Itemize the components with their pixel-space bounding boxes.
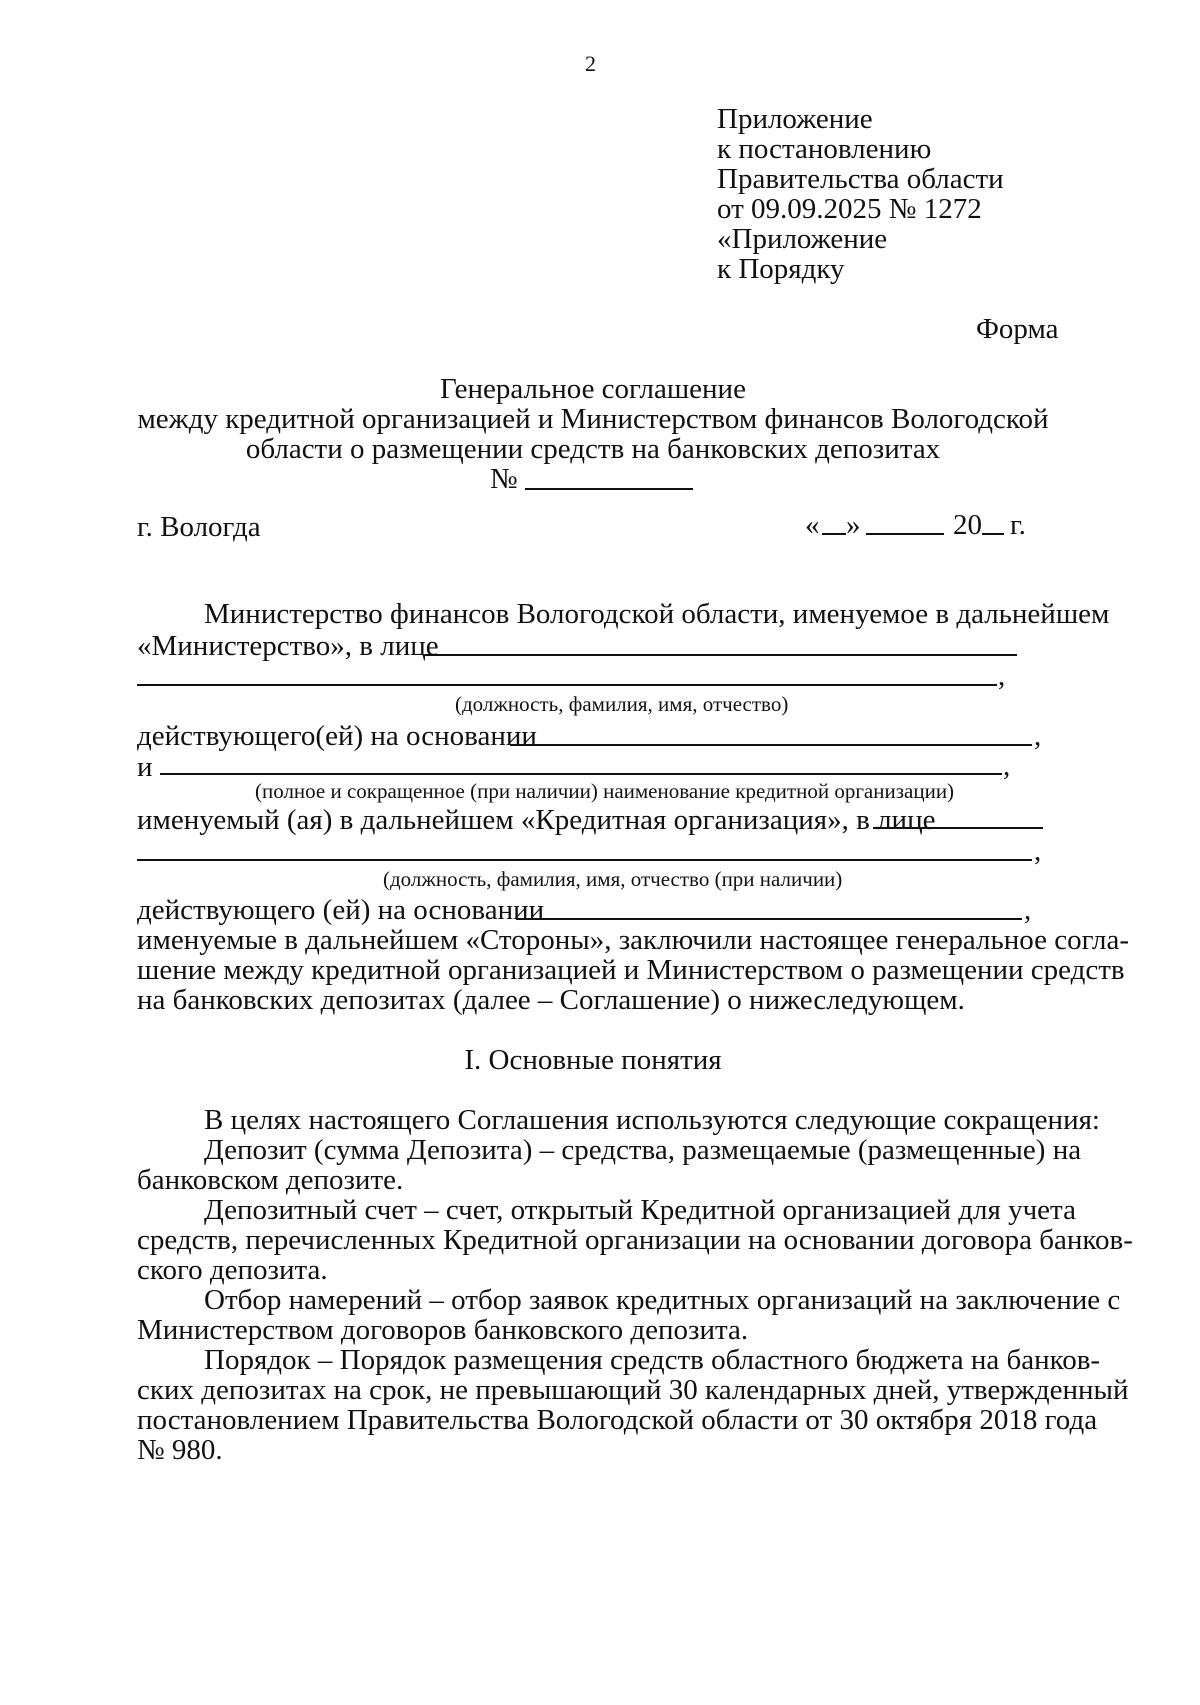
appendix-line: от 09.09.2025 № 1272 bbox=[717, 193, 982, 225]
credit-org-representative-field-2[interactable] bbox=[137, 859, 1032, 861]
comma: , bbox=[1003, 750, 1011, 782]
parties-line-4: и bbox=[137, 751, 153, 783]
credit-org-name-field[interactable] bbox=[160, 773, 1002, 775]
title-line-1: Генеральное соглашение bbox=[440, 373, 746, 405]
comma: , bbox=[1024, 894, 1032, 926]
hint-position-name: (должность, фамилия, имя, отчество) bbox=[455, 692, 789, 716]
section-line: средств, перечисленных Кредитной организации на основании договора банков- bbox=[137, 1224, 1133, 1256]
place-label: г. Вологда bbox=[137, 511, 261, 543]
parties-line-9: на банковских депозитах (далее – Соглашение) о нижеследующем. bbox=[137, 984, 965, 1016]
section-line: Министерством договоров банковского депозита. bbox=[137, 1314, 749, 1346]
appendix-line: к постановлению bbox=[717, 133, 932, 165]
section-line: постановлением Правительства Вологодской области от 30 октября 2018 года bbox=[137, 1404, 1098, 1436]
section-line: № 980. bbox=[137, 1434, 223, 1466]
title-line-2: между кредитной организацией и Министерством финансов Вологодской bbox=[137, 403, 1049, 435]
hint-credit-org-name: (полное и сокращенное (при наличии) наименование кредитной организации) bbox=[255, 779, 955, 803]
date-year-suffix: г. bbox=[1010, 509, 1026, 541]
section-line: ского депозита. bbox=[137, 1254, 328, 1286]
title-line-3: области о размещении средств на банковских депозитах bbox=[245, 433, 941, 465]
parties-line-1: Министерство финансов Вологодской области, именуемое в дальнейшем bbox=[204, 598, 1110, 630]
comma: , bbox=[1034, 835, 1042, 867]
section-heading: I. Основные понятия bbox=[464, 1044, 722, 1076]
comma: , bbox=[1034, 720, 1042, 752]
parties-line-7: именуемые в дальнейшем «Стороны», заключили настоящее генеральное согла- bbox=[137, 924, 1130, 956]
appendix-line: к Порядку bbox=[717, 253, 845, 285]
ministry-representative-field[interactable] bbox=[425, 654, 1017, 656]
credit-org-basis-field[interactable] bbox=[516, 918, 1022, 920]
parties-line-8: шение между кредитной организацией и Министерством о размещении средств bbox=[137, 954, 1125, 986]
parties-line-5: именуемый (ая) в дальнейшем «Кредитная организация», в лице bbox=[137, 804, 936, 836]
ministry-representative-field-2[interactable] bbox=[137, 684, 997, 686]
appendix-line: Приложение bbox=[717, 103, 873, 135]
hint-position-name-2: (должность, фамилия, имя, отчество (при наличии) bbox=[383, 867, 843, 891]
section-line: Отбор намерений – отбор заявок кредитных организаций на заключение с bbox=[204, 1284, 1121, 1316]
form-label: Форма bbox=[976, 313, 1059, 345]
section-line: Депозит (сумма Депозита) – средства, размещаемые (размещенные) на bbox=[204, 1134, 1082, 1166]
page-number: 2 bbox=[585, 51, 596, 76]
credit-org-representative-field[interactable] bbox=[873, 827, 1043, 829]
ministry-basis-field[interactable] bbox=[510, 744, 1032, 746]
parties-line-2: «Министерство», в лице bbox=[137, 630, 439, 662]
section-line: Депозитный счет – счет, открытый Кредитной организацией для учета bbox=[204, 1194, 1076, 1226]
appendix-line: «Приложение bbox=[717, 223, 888, 255]
agreement-number-label: № bbox=[490, 463, 518, 495]
section-line: ских депозитах на срок, не превышающий 30 календарных дней, утвержденный bbox=[137, 1374, 1129, 1406]
date-month-field[interactable] bbox=[866, 533, 944, 535]
section-line: В целях настоящего Соглашения используются следующие сокращения: bbox=[204, 1104, 1100, 1136]
date-year-field[interactable] bbox=[982, 533, 1004, 535]
date-open-quote: « bbox=[805, 509, 820, 541]
appendix-line: Правительства области bbox=[717, 163, 1004, 195]
date-year-prefix: 20 bbox=[953, 509, 982, 541]
comma: , bbox=[998, 660, 1006, 692]
date-day-field[interactable] bbox=[822, 533, 846, 535]
agreement-number-field[interactable] bbox=[525, 488, 693, 490]
section-line: Порядок – Порядок размещения средств областного бюджета на банков- bbox=[204, 1344, 1101, 1376]
parties-line-3: действующего(ей) на основании bbox=[137, 720, 537, 752]
parties-line-6: действующего (ей) на основании bbox=[137, 894, 545, 926]
section-line: банковском депозите. bbox=[137, 1164, 404, 1196]
date-close-quote: » bbox=[846, 509, 861, 541]
